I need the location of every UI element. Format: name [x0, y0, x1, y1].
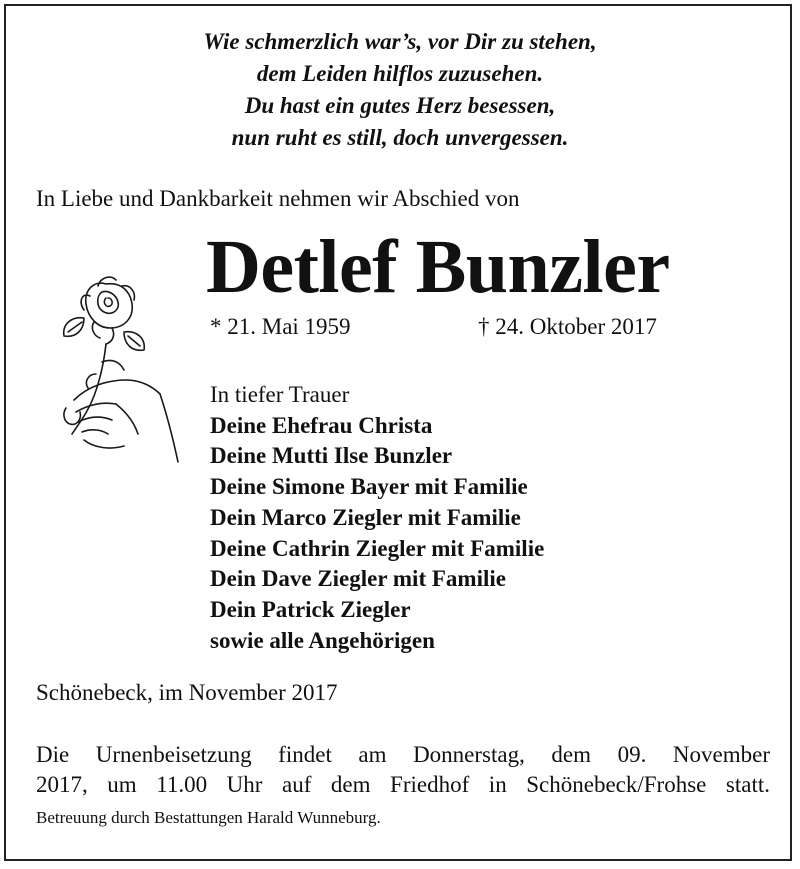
deceased-name: Detlef Bunzler [206, 225, 670, 309]
mourner-entry: sowie alle Angehörigen [210, 627, 435, 653]
burial-line: Die Urnenbeisetzung findet am Donnerstag, dem 09. November [36, 742, 770, 767]
burial-line: 2017, um 11.00 Uhr auf dem Friedhof in Schönebeck/Frohse statt. [36, 772, 770, 797]
mourner-entry: Deine Simone Bayer mit Familie [210, 474, 528, 500]
poem-line: dem Leiden hilflos zuzusehen. [256, 61, 544, 86]
place-date: Schönebeck, im November 2017 [36, 680, 338, 705]
mourner-entry: Dein Marco Ziegler mit Familie [210, 504, 521, 530]
death-date: † 24. Oktober 2017 [478, 314, 657, 339]
funeral-home-credit: Betreuung durch Bestattungen Harald Wunneburg. [36, 808, 381, 827]
mourner-entry: Deine Ehefrau Christa [210, 412, 433, 438]
mourner-entry: Dein Patrick Ziegler [210, 596, 411, 622]
mourner-entry: Dein Dave Ziegler mit Familie [210, 566, 506, 592]
mourners-list [210, 380, 544, 656]
mourner-entry: Deine Mutti Ilse Bunzler [210, 443, 453, 469]
poem-line: nun ruht es still, doch unvergessen. [231, 125, 569, 150]
poem [0, 26, 800, 154]
poem-line: Wie schmerzlich war’s, vor Dir zu stehen, [203, 29, 597, 54]
birth-date: * 21. Mai 1959 [210, 314, 351, 339]
intro-text: In Liebe und Dankbarkeit nehmen wir Abschied von [36, 186, 520, 211]
poem-line: Du hast ein gutes Herz besessen, [244, 93, 556, 118]
rose-in-hand-icon [54, 262, 194, 472]
mourners-lead: In tiefer Trauer [210, 382, 350, 407]
burial-info [36, 740, 770, 800]
mourner-entry: Deine Cathrin Ziegler mit Familie [210, 535, 545, 561]
